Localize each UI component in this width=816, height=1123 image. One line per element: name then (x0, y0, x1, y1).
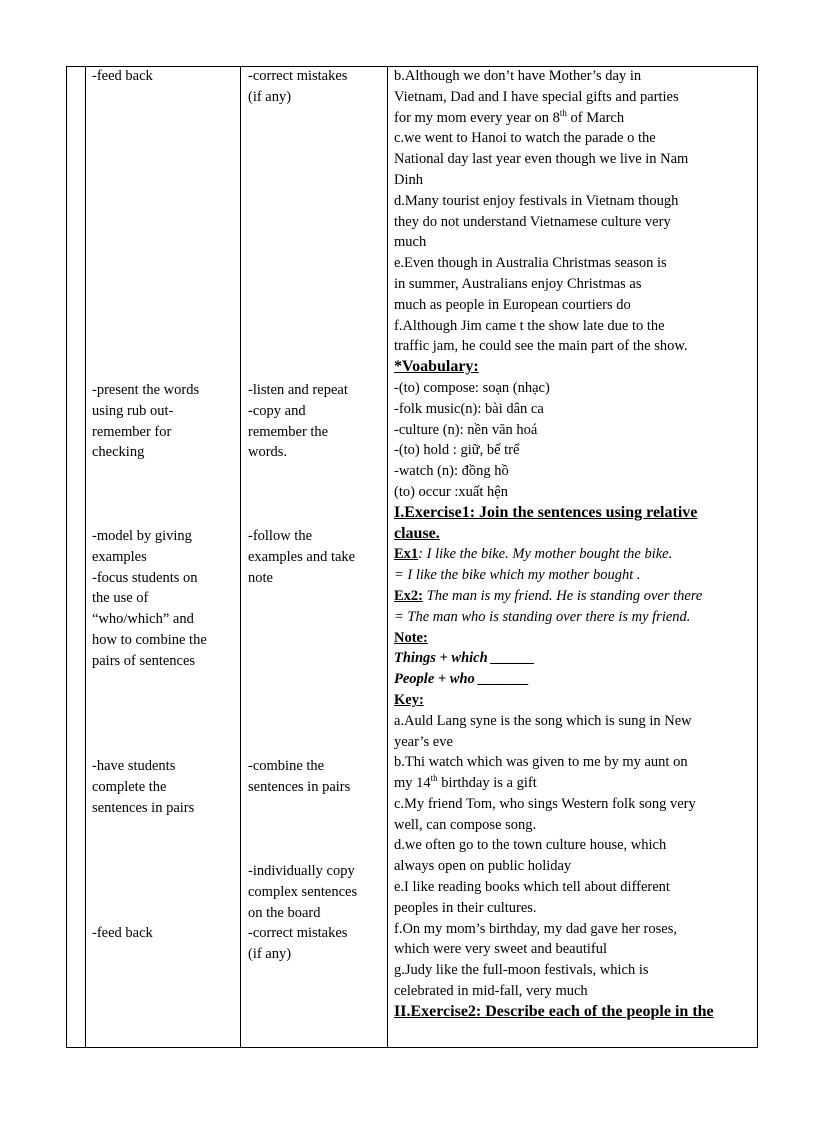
table-border-2 (85, 66, 86, 1048)
key-item: always open on public holiday (394, 858, 572, 875)
exercise2-title: II.Exercise2: Describe each of the people in the (394, 1002, 714, 1020)
text-span: for my mom every year on 8 (394, 109, 560, 126)
text-line: -correct mistakes (248, 68, 348, 84)
text-line: pairs of sentences (92, 652, 196, 669)
vocab-item: -culture (n): nền văn hoá (394, 421, 538, 438)
text-line: words. (248, 444, 288, 461)
key-item (394, 773, 756, 794)
key-item: g.Judy like the full-moon festivals, which is (394, 962, 649, 979)
teacher-feedback-1 (92, 66, 237, 87)
vocab-item: -(to) hold : giữ, bế trể (394, 442, 520, 459)
example1-label: Ex1 (394, 546, 419, 563)
text-line: much (394, 234, 427, 251)
text-line: sentences in pairs (248, 778, 351, 795)
table-border-1 (66, 66, 67, 1048)
note-things: Things + which ______ (394, 650, 535, 667)
text-line: much as people in European courtiers do (394, 296, 631, 313)
example1-sentence: : I like the bike. My mother bought the bike. (418, 546, 673, 563)
text-line: c.we went to Hanoi to watch the parade o the (394, 130, 656, 147)
text-line: b.Although we don’t have Mother’s day in (394, 68, 642, 84)
vocab-item: -folk music(n): bài dân ca (394, 400, 544, 417)
text-line: they do not understand Vietnamese culture very (394, 213, 671, 230)
superscript: th (559, 107, 567, 118)
key-item: e.I like reading books which tell about different (394, 879, 670, 896)
key-item: f.On my mom’s birthday, my dad gave her roses, (394, 920, 677, 937)
text-line (394, 108, 756, 129)
vocab-item: (to) occur :xuất hện (394, 483, 508, 500)
text-line: -listen and repeat (248, 382, 348, 398)
table-bottom-border (66, 1047, 758, 1048)
text-line: National day last year even though we live in Nam (394, 151, 689, 168)
note-people: People + who _______ (394, 671, 530, 688)
text-line: -follow the (248, 528, 313, 544)
note-label: Note: (394, 629, 428, 646)
text-line: -feed back (92, 925, 153, 941)
text-line: checking (92, 444, 145, 461)
text-line: remember for (92, 423, 172, 440)
text-line: e.Even though in Australia Christmas season is (394, 255, 667, 272)
key-item: celebrated in mid-fall, very much (394, 983, 588, 1000)
text-line: on the board (248, 904, 321, 921)
key-item: d.we often go to the town culture house, which (394, 837, 667, 854)
text-line: using rub out- (92, 402, 174, 419)
example2-label: Ex2: (394, 587, 423, 604)
text-line: traffic jam, he could see the main part of the show. (394, 338, 688, 355)
text-line: the use of (92, 590, 149, 607)
key-item: well, can compose song. (394, 816, 537, 833)
text-span: my 14 (394, 775, 431, 792)
student-listen-repeat (248, 380, 382, 463)
vocab-item: -(to) compose: soạn (nhạc) (394, 379, 550, 396)
key-item: a.Auld Lang syne is the song which is sung in New (394, 712, 692, 729)
key-item: year’s eve (394, 733, 453, 750)
vocabulary-heading: *Voabulary: (394, 358, 479, 376)
text-line: examples and take (248, 548, 356, 565)
text-line: note (248, 569, 273, 586)
text-line: -combine the (248, 758, 325, 774)
example2-line (394, 586, 756, 607)
key-item: b.Thi watch which was given to me by my aunt on (394, 754, 688, 771)
student-correct-1 (248, 66, 382, 108)
teacher-feedback-2 (92, 923, 237, 944)
table-border-3 (240, 66, 241, 1048)
table-border-4 (387, 66, 388, 1048)
text-line: in summer, Australians enjoy Christmas as (394, 275, 642, 292)
text-line: f.Although Jim came t the show late due to the (394, 317, 665, 334)
example2-sentence: The man is my friend. He is standing over there (423, 587, 703, 604)
text-span: of March (566, 109, 625, 126)
text-line: -model by giving (92, 528, 192, 544)
content-column (394, 66, 756, 1023)
text-line: Dinh (394, 171, 423, 188)
text-line: (if any) (248, 946, 292, 963)
text-line: complex sentences (248, 883, 358, 900)
teacher-have-students (92, 756, 237, 818)
vocab-item: -watch (n): đồng hồ (394, 463, 509, 480)
text-line: -correct mistakes (248, 925, 348, 942)
teacher-model-examples (92, 526, 237, 672)
text-line: remember the (248, 423, 329, 440)
text-line: (if any) (248, 88, 292, 105)
text-line: -feed back (92, 68, 153, 84)
example1-line (394, 544, 756, 565)
student-copy-correct (248, 861, 382, 965)
text-span: birthday is a gift (437, 775, 537, 792)
key-item: c.My friend Tom, who sings Western folk song very (394, 795, 696, 812)
text-line: d.Many tourist enjoy festivals in Vietnam though (394, 192, 679, 209)
example1-answer: = I like the bike which my mother bought . (394, 567, 641, 584)
text-line: -present the words (92, 382, 200, 398)
text-line: Vietnam, Dad and I have special gifts and parties (394, 88, 679, 105)
text-line: -have students (92, 758, 176, 774)
text-line: -focus students on (92, 569, 198, 586)
exercise1-title-cont: clause. (394, 524, 440, 542)
text-line: examples (92, 548, 147, 565)
text-line: “who/which” and (92, 611, 194, 628)
key-item: which were very sweet and beautiful (394, 941, 607, 958)
text-line: how to combine the (92, 631, 207, 648)
text-line: -copy and (248, 402, 306, 419)
table-border-5 (757, 66, 758, 1048)
text-line: sentences in pairs (92, 799, 195, 816)
superscript: th (430, 773, 438, 784)
example2-answer: = The man who is standing over there is my friend. (394, 608, 691, 625)
student-follow-examples (248, 526, 382, 588)
student-combine (248, 756, 382, 798)
text-line: -individually copy (248, 863, 355, 879)
exercise1-title: I.Exercise1: Join the sentences using relative (394, 503, 698, 521)
key-label: Key: (394, 691, 424, 708)
teacher-present-words (92, 380, 237, 463)
key-item: peoples in their cultures. (394, 899, 537, 916)
text-line: complete the (92, 778, 167, 795)
